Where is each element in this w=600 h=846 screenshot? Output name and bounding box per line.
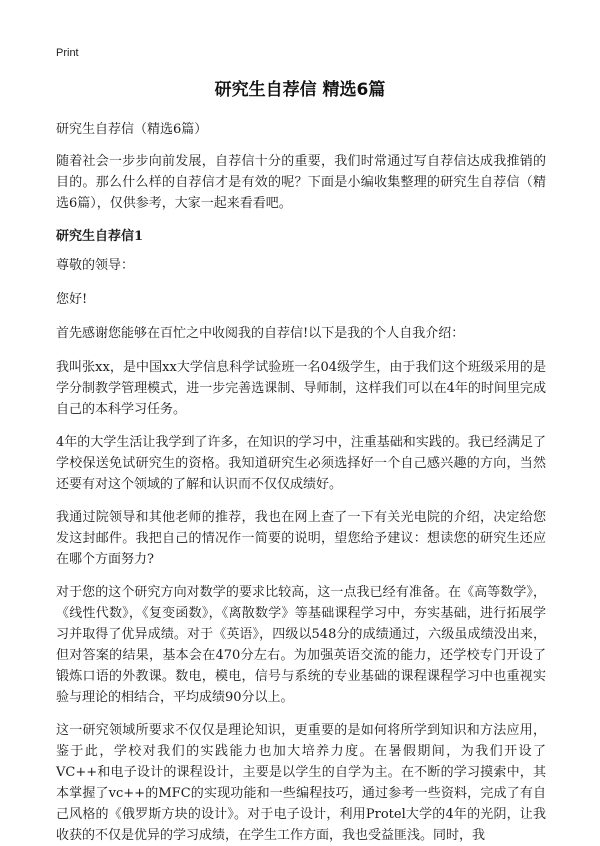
greeting: 您好! xyxy=(56,292,88,307)
body-paragraph: 对于您的这个研究方向对数学的要求比较高，这一点我已经有准备。在《高等数学》，《线性代数》，《复变函数》，《离散数学》等基础课程学习中，夯实基础，进行拓展学习并取得了优异成绩。对于《英语》，四级以548分的成绩通过，六级虽成绩没出来，但对答案的结果，基本会在470分左右。为加强英语交流的能力，还学校专门开设了锻炼口语的外教课。数电，模电，信号与系统的专业基础的课程课程学习中也重视实验与理论的相结合，平均成绩90分以上。 xyxy=(56,585,546,705)
intro-paragraph: 随着社会一步步向前发展，自荐信十分的重要，我们时常通过写自荐信达成我推销的目的。那么什么样的自荐信才是有效的呢？下面是小编收集整理的研究生自荐信（精选6篇），仅供参考，大家一起来看看吧。 xyxy=(56,154,546,211)
document-body xyxy=(56,119,546,846)
document-subtitle: 研究生自荐信（精选6篇） xyxy=(56,122,208,137)
section-heading: 研究生自荐信1 xyxy=(56,229,144,244)
body-paragraph: 4年的大学生活让我学到了许多，在知识的学习中，注重基础和实践的。我已经满足了学校保送免试研究生的资格。我知道研究生必须选择好一个自己感兴趣的方向，当然还要有对这个领域的了解和认识而不仅仅成绩好。 xyxy=(56,435,546,492)
print-link[interactable]: Print xyxy=(56,47,79,59)
body-paragraph: 我叫张xx，是中国xx大学信息科学试验班一名04级学生，由于我们这个班级采用的是学分制教学管理模式，进一步完善选课制、导师制，这样我们可以在4年的时间里完成自己的本科学习任务。 xyxy=(56,360,546,417)
body-paragraph: 我通过院领导和其他老师的推荐，我也在网上查了一下有关光电院的介绍，决定给您发这封邮件。我把自己的情况作一简要的说明，望您给予建议：想读您的研究生还应在哪个方面努力? xyxy=(56,510,546,567)
body-paragraph: 首先感谢您能够在百忙之中收阅我的自荐信!以下是我的个人自我介绍： xyxy=(56,326,465,341)
body-paragraph: 这一研究领域所要求不仅仅是理论知识，更重要的是如何将所学到知识和方法应用，鉴于此，学校对我们的实践能力也加大培养力度。在暑假期间，为我们开设了VC++和电子设计的课程设计，主要是以学生的自学为主。在不断的学习摸索中，其本掌握了vc++的MFC的实现功能和一些编程技巧，通过参考一些资料，完成了有自己风格的《俄罗斯方块的设计》。对于电子设计，利用Protel大学的4年的光阴，让我收获的不仅是优异的学习成绩，在学生工作方面，我也受益匪浅。同时，我 xyxy=(56,723,546,843)
page-title: 研究生自荐信 精选6篇 xyxy=(214,80,386,100)
salutation: 尊敬的领导： xyxy=(56,258,135,273)
